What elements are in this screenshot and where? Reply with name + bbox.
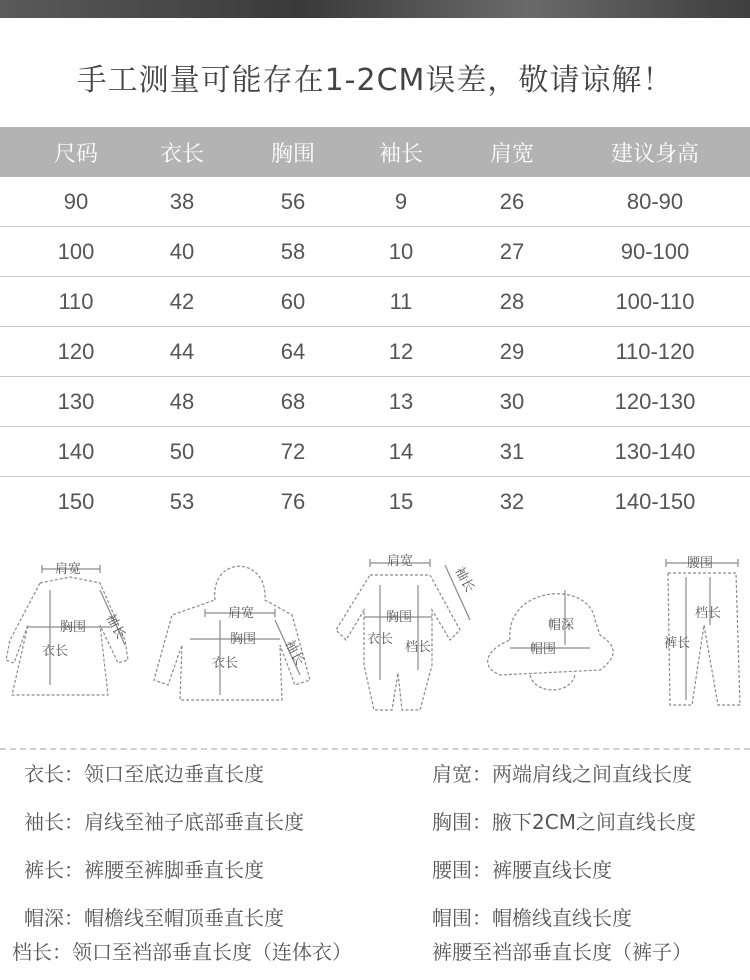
table-cell: 44 [169,338,195,364]
description-text: 两端肩线之间直线长度 [492,762,692,786]
table-cell: 120 [57,338,95,364]
table-cell: 90-100 [620,238,690,264]
description-term: 胸围： [432,810,492,834]
measurement-description [432,758,692,787]
description-text: 领口至裆部垂直长度（连体衣） [72,940,352,964]
header-chest: 胸围 [270,141,315,167]
description-text: 裤腰直线长度 [492,858,612,882]
section-divider [0,748,750,750]
table-cell: 31 [499,438,525,464]
measurement-description [24,758,264,787]
table-cell: 60 [280,288,306,314]
table-cell: 50 [169,438,195,464]
romper-diagram [336,559,470,710]
header-sleeve: 袖长 [378,141,423,167]
jacket-label-chest: 胸围 [230,632,257,647]
description-term: 裤长： [24,858,84,882]
description-term: 袖长： [24,810,84,834]
table-cell: 64 [280,338,306,364]
measurement-description [24,854,264,883]
table-cell: 9 [394,188,408,214]
hat-label-circ: 帽围 [530,642,557,657]
measurement-description [24,806,304,835]
table-cell: 72 [280,438,306,464]
measurement-description [432,806,696,835]
measurement-description [432,902,632,931]
table-cell: 150 [57,488,95,514]
measurement-description [432,854,612,883]
dress-label-length: 衣长 [42,644,69,659]
table-cell: 32 [499,488,525,514]
table-cell: 110 [58,288,94,314]
pants-label-crotch: 档长 [695,606,722,621]
measurement-description [24,902,284,931]
table-cell: 130 [57,388,95,414]
description-text: 帽檐线直线长度 [492,906,632,930]
description-text: 裤腰至裤脚垂直长度 [84,858,264,882]
hat-diagram [488,590,614,690]
measurement-notice: 手工测量可能存在1-2CM误差，敬请谅解！ [76,63,674,98]
description-term: 档长： [12,940,72,964]
table-cell: 56 [280,188,306,214]
header-height: 建议身高 [610,141,699,167]
table-cell: 58 [280,238,306,264]
table-cell: 29 [499,338,525,364]
table-body [0,177,750,526]
jacket-label-sleeve: 袖长 [281,637,307,668]
header-size: 尺码 [53,141,98,167]
table-cell: 48 [169,388,195,414]
romper-label-length: 衣长 [367,632,394,647]
table-cell: 28 [499,288,525,314]
table-header [0,127,750,177]
size-table [0,127,750,526]
table-cell: 120-130 [614,388,696,414]
table-cell: 53 [169,488,195,514]
description-term: 肩宽： [432,762,492,786]
table-row [0,277,750,327]
measurement-description [432,936,692,965]
table-cell: 38 [169,188,195,214]
table-cell: 40 [169,238,195,264]
table-cell: 80-90 [626,188,684,214]
table-cell: 30 [499,388,525,414]
romper-label-sleeve: 袖长 [451,564,477,595]
description-text: 领口至底边垂直长度 [84,762,264,786]
romper-label-shoulder: 肩宽 [387,554,414,569]
garment-illustrations [0,545,750,725]
pants-diagram [666,559,740,705]
table-row [0,327,750,377]
description-text: 裤腰至裆部垂直长度（裤子） [432,940,692,964]
pants-label-length: 裤长 [664,636,691,651]
table-row [0,427,750,477]
description-term: 帽深： [24,906,84,930]
table-cell: 130-140 [614,438,696,464]
measurement-description [12,936,352,965]
jacket-label-length: 衣长 [212,656,239,671]
table-cell: 110-120 [615,338,695,364]
description-text: 肩线至袖子底部垂直长度 [84,810,304,834]
table-cell: 14 [388,438,414,464]
description-text: 腋下2CM之间直线长度 [492,810,696,834]
description-term: 帽围： [432,906,492,930]
pants-label-waist: 腰围 [687,556,714,571]
table-row [0,477,750,526]
table-cell: 90 [63,188,89,214]
table-row [0,177,750,227]
table-cell: 27 [499,238,525,264]
table-cell: 140-150 [614,488,696,514]
description-term: 衣长： [24,762,84,786]
header-shoulder: 肩宽 [489,141,534,167]
romper-label-chest: 胸围 [386,610,413,625]
table-cell: 100-110 [615,288,695,314]
top-banner-strip [0,0,750,18]
table-cell: 15 [388,488,414,514]
table-cell: 26 [499,188,525,214]
romper-label-crotch: 档长 [405,640,432,655]
table-cell: 11 [389,288,413,314]
table-cell: 13 [388,388,414,414]
description-term: 腰围： [432,858,492,882]
dress-label-chest: 胸围 [60,620,87,635]
table-cell: 68 [280,388,306,414]
description-text: 帽檐线至帽顶垂直长度 [84,906,284,930]
table-cell: 76 [280,488,306,514]
table-cell: 12 [388,338,414,364]
table-cell: 42 [169,288,195,314]
jacket-label-shoulder: 肩宽 [228,606,255,621]
table-cell: 100 [57,238,95,264]
table-cell: 10 [388,238,414,264]
table-row [0,377,750,427]
dress-label-shoulder: 肩宽 [55,562,82,577]
hat-label-depth: 帽深 [548,618,575,633]
dress-label-sleeve: 袖长 [102,611,128,642]
header-length: 衣长 [159,141,204,167]
table-cell: 140 [57,438,95,464]
table-row [0,227,750,277]
